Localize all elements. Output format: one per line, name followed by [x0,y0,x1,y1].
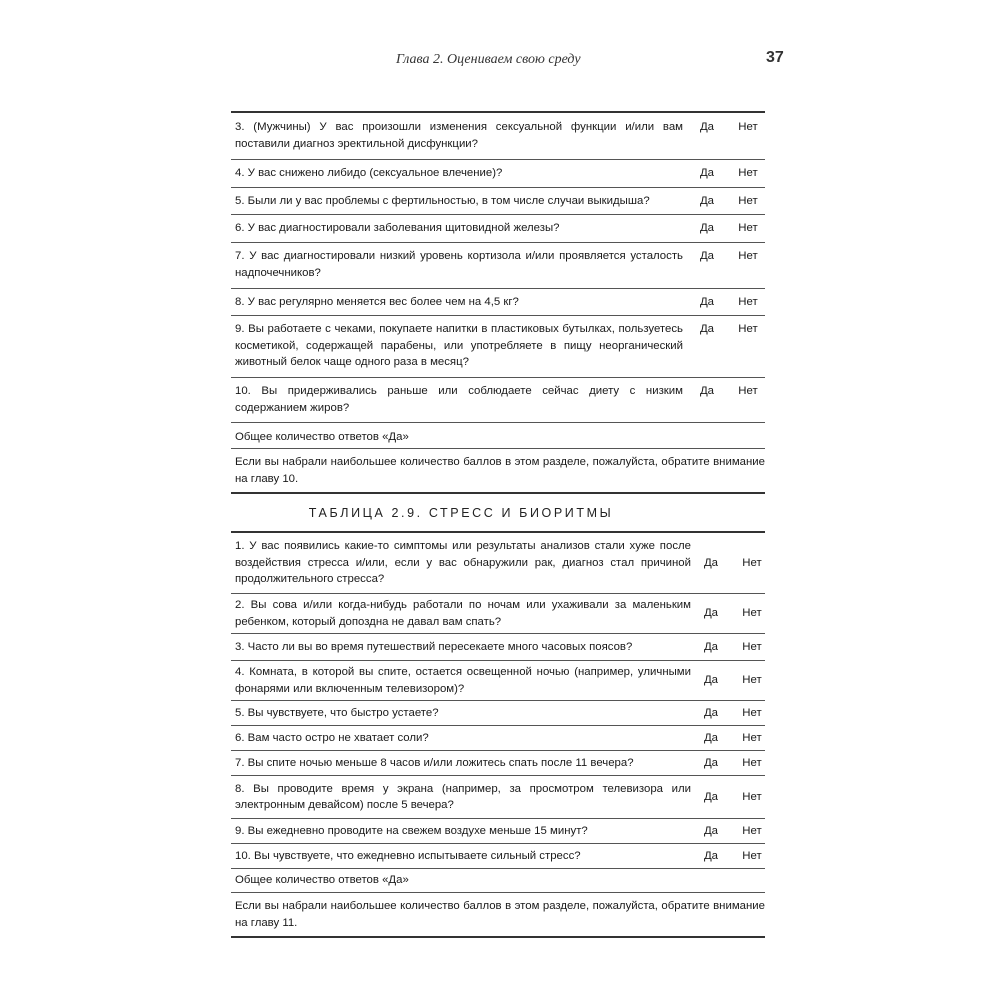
answer-no[interactable]: Нет [742,706,762,719]
answer-no[interactable]: Нет [742,790,762,803]
table-row [231,242,765,288]
answer-no[interactable]: Нет [742,849,762,862]
question-text: 4. Комната, в которой вы спите, остается освещенной ночью (например, уличными фонарями или включенным телевизором)? [235,666,691,695]
question-text: 7. У вас диагностировали низкий уровень кортизола и/или проявляется усталость надпочечников? [235,250,683,279]
answer-yes[interactable]: Да [699,167,715,179]
answer-yes[interactable]: Да [699,222,715,234]
answer-no[interactable]: Нет [742,556,762,569]
table-row [231,315,765,377]
answer-no[interactable]: Нет [742,607,762,620]
total-label: Общее количество ответов «Да» [235,431,409,443]
answer-no[interactable]: Нет [742,756,762,769]
question-text: 9. Вы ежедневно проводите на свежем воздухе меньше 15 минут? [235,824,588,837]
question-text: 8. У вас регулярно меняется вес более чем на 4,5 кг? [235,296,519,308]
question-text: 2. Вы сова и/или когда-нибудь работали по ночам или ухаживали за маленьким ребенком, который допоздна не давал вам спать? [235,599,691,628]
answer-yes[interactable]: Да [703,706,719,719]
total-label: Общее количество ответов «Да» [235,874,409,887]
question-text: 6. У вас диагностировали заболевания щитовидной железы? [235,222,560,234]
table-row [231,633,765,660]
question-text: 5. Вы чувствуете, что быстро устаете? [235,706,439,719]
answer-no[interactable]: Нет [742,824,762,837]
answer-yes[interactable]: Да [699,195,715,207]
note-row [231,448,765,492]
note-row [231,892,765,936]
question-text: 5. Были ли у вас проблемы с фертильностью, в том числе случаи выкидыша? [235,195,650,207]
answer-yes[interactable]: Да [703,640,719,653]
answer-no[interactable]: Нет [738,222,758,234]
answer-no[interactable]: Нет [742,640,762,653]
table-row [231,377,765,422]
table-row [231,700,765,725]
question-text: 6. Вам часто остро не хватает соли? [235,731,429,744]
table-row [231,818,765,843]
answer-no[interactable]: Нет [738,121,758,133]
question-text: 7. Вы спите ночью меньше 8 часов и/или ложитесь спать после 11 вечера? [235,756,634,769]
answer-yes[interactable]: Да [703,824,719,837]
hormones-table [231,111,765,494]
answer-yes[interactable]: Да [703,674,719,687]
answer-yes[interactable]: Да [703,849,719,862]
question-text: 9. Вы работаете с чеками, покупаете напитки в пластиковых бутылках, пользуетесь косметикой, содержащей парабены, или употребляете в пищу неорганический животный белок чаще одного раза в месяц? [235,323,683,368]
question-text: 4. У вас снижено либидо (сексуальное влечение)? [235,167,503,179]
answer-yes[interactable]: Да [703,607,719,620]
table-row [231,159,765,187]
question-text: 1. У вас появились какие-то симптомы или результаты анализов стали хуже после воздействия стресса и/или, если у вас обнаружили рак, диагноз стал причиной продолжительного стресса? [235,540,691,586]
answer-no[interactable]: Нет [742,674,762,687]
answer-no[interactable]: Нет [742,731,762,744]
answer-yes[interactable]: Да [699,250,715,262]
answer-yes[interactable]: Да [703,556,719,569]
table-row [231,750,765,775]
answer-no[interactable]: Нет [738,385,758,397]
answer-yes[interactable]: Да [703,790,719,803]
table-row [231,843,765,868]
question-text: 10. Вы придерживались раньше или соблюдаете сейчас диету с низким содержанием жиров? [235,385,683,414]
chapter-note: Если вы набрали наибольшее количество баллов в этом разделе, пожалуйста, обратите внимание на главу 10. [235,456,765,485]
table-row [231,187,765,214]
table-row [231,288,765,315]
answer-yes[interactable]: Да [699,121,715,133]
table-row [231,593,765,633]
answer-no[interactable]: Нет [738,167,758,179]
table-row [231,660,765,700]
page-number: 37 [766,49,784,66]
answer-yes[interactable]: Да [699,385,715,397]
total-row [231,422,765,448]
chapter-note: Если вы набрали наибольшее количество баллов в этом разделе, пожалуйста, обратите внимание на главу 11. [235,900,765,929]
answer-yes[interactable]: Да [703,731,719,744]
table-row [231,725,765,750]
chapter-title: Глава 2. Оцениваем свою среду [396,52,581,67]
table-caption: ТАБЛИЦА 2.9. СТРЕСС И БИОРИТМЫ [308,506,614,520]
answer-yes[interactable]: Да [703,756,719,769]
answer-no[interactable]: Нет [738,323,758,335]
question-text: 8. Вы проводите время у экрана (например, за просмотром телевизора или электронным девайсом) после 5 вечера? [235,782,691,811]
question-text: 3. Часто ли вы во время путешествий пересекаете много часовых поясов? [235,640,633,653]
answer-yes[interactable]: Да [699,323,715,335]
question-text: 3. (Мужчины) У вас произошли изменения сексуальной функции и/или вам поставили диагноз эректильной дисфункции? [235,121,683,150]
table-row [231,113,765,159]
answer-no[interactable]: Нет [738,296,758,308]
total-row [231,868,765,892]
answer-no[interactable]: Нет [738,195,758,207]
answer-no[interactable]: Нет [738,250,758,262]
question-text: 10. Вы чувствуете, что ежедневно испытываете сильный стресс? [235,849,581,862]
table-row [231,214,765,242]
table-row [231,533,765,593]
table-row [231,775,765,818]
answer-yes[interactable]: Да [699,296,715,308]
stress-biorhythms-table [231,531,765,938]
